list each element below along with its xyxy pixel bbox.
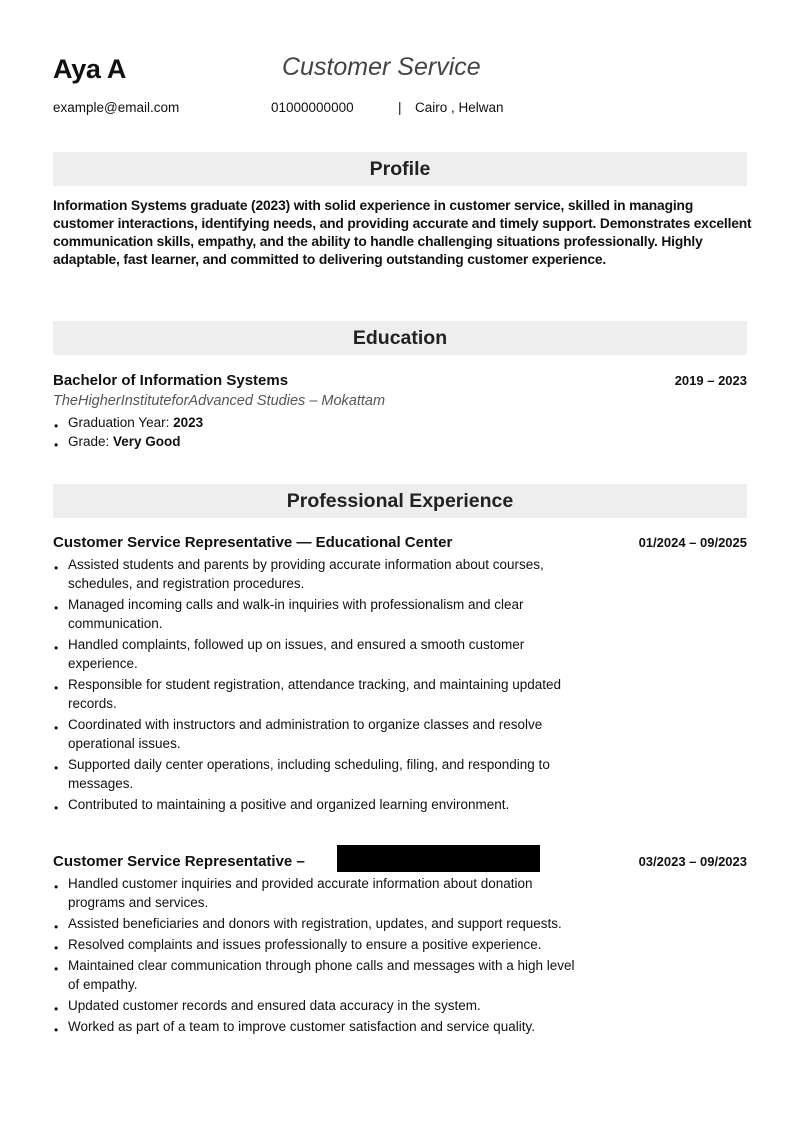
list-item: • Responsible for student registration, attendance tracking, and maintaining updated records. bbox=[53, 675, 565, 713]
list-item: • Updated customer records and ensured data accuracy in the system. bbox=[53, 996, 575, 1015]
resume-page bbox=[53, 0, 752, 1133]
list-item: • Contributed to maintaining a positive and organized learning environment. bbox=[53, 795, 565, 814]
list-item: • Assisted students and parents by providing accurate information about courses, schedules, and registration procedures. bbox=[53, 555, 565, 593]
list-item: • Coordinated with instructors and administration to organize classes and resolve operational issues. bbox=[53, 715, 565, 753]
job-bullets-1 bbox=[53, 555, 565, 816]
job-bullets-2 bbox=[53, 874, 575, 1038]
education-details bbox=[53, 413, 203, 451]
grade-value: Very Good bbox=[113, 434, 181, 449]
education-heading: Education bbox=[53, 321, 747, 355]
candidate-name: Aya A bbox=[53, 54, 127, 84]
list-item: • Managed incoming calls and walk-in inquiries with professionalism and clear communication. bbox=[53, 595, 565, 633]
job-dates-2: 03/2023 – 09/2023 bbox=[638, 854, 747, 869]
job-title-2: Customer Service Representative – bbox=[53, 853, 305, 870]
list-item bbox=[53, 413, 203, 432]
institution: TheHigherInstituteforAdvanced Studies – Mokattam bbox=[53, 393, 386, 409]
list-item: • Maintained clear communication through phone calls and messages with a high level of empathy. bbox=[53, 956, 575, 994]
list-item: • Assisted beneficiaries and donors with registration, updates, and support requests. bbox=[53, 914, 575, 933]
email: example@email.com bbox=[53, 100, 180, 115]
list-item: • Worked as part of a team to improve customer satisfaction and service quality. bbox=[53, 1017, 575, 1036]
location: Cairo , Helwan bbox=[415, 100, 504, 115]
list-item: • Supported daily center operations, including scheduling, filing, and responding to messages. bbox=[53, 755, 565, 793]
list-item: • Handled complaints, followed up on issues, and ensured a smooth customer experience. bbox=[53, 635, 565, 673]
experience-heading: Professional Experience bbox=[53, 484, 747, 518]
list-item bbox=[53, 432, 203, 451]
list-item: • Handled customer inquiries and provided accurate information about donation programs and services. bbox=[53, 874, 575, 912]
profile-summary: Information Systems graduate (2023) with solid experience in customer service, skilled in managing customer interactions, identifying needs, and providing accurate and timely support. Demonstrates excellent communication skills, empathy, and the ability to handle challenging situations professionally. Highly adaptable, fast learner, and committed to delivering outstanding customer experience. bbox=[53, 198, 752, 267]
contact-line bbox=[53, 100, 747, 118]
profile-heading: Profile bbox=[53, 152, 747, 186]
degree-title: Bachelor of Information Systems bbox=[53, 372, 289, 389]
education-dates: 2019 – 2023 bbox=[674, 373, 747, 388]
graduation-year-label: Graduation Year: bbox=[68, 415, 174, 430]
phone: 01000000000 bbox=[271, 100, 354, 115]
list-item: • Resolved complaints and issues professionally to ensure a positive experience. bbox=[53, 935, 575, 954]
grade-label: Grade: bbox=[68, 434, 114, 449]
contact-separator: | bbox=[398, 100, 402, 115]
graduation-year-value: 2023 bbox=[173, 415, 204, 430]
job-title-1: Customer Service Representative — Educational Center bbox=[53, 534, 453, 551]
redaction-block bbox=[337, 845, 540, 872]
target-role: Customer Service bbox=[282, 53, 481, 81]
job-dates-1: 01/2024 – 09/2025 bbox=[638, 535, 747, 550]
